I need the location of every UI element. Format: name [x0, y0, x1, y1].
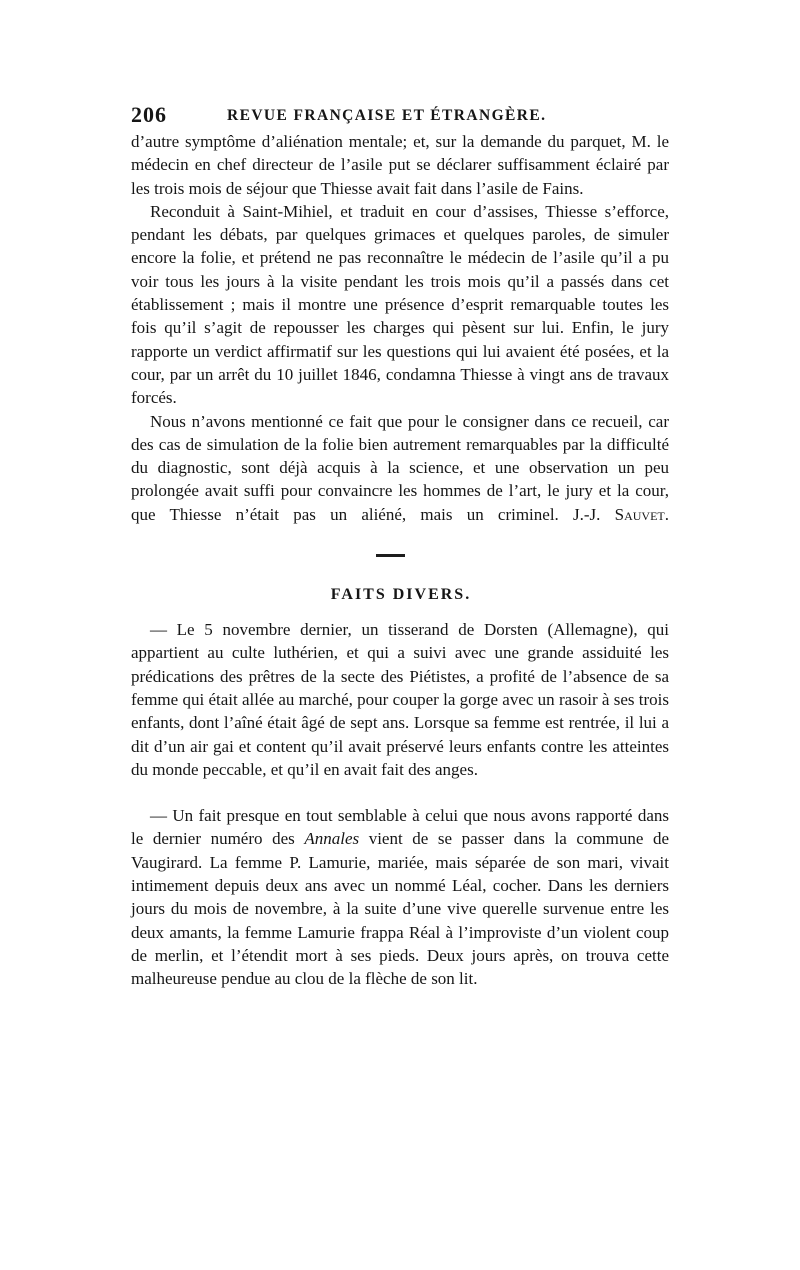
section-body	[131, 618, 669, 990]
journal-title: REVUE FRANÇAISE ET ÉTRANGÈRE.	[227, 107, 547, 124]
news-item-2-journal-title: Annales	[304, 829, 360, 849]
section-separator	[131, 526, 669, 582]
author-signature: J.-J. Sauvet.	[573, 504, 670, 524]
article-paragraph-3-text: Nous n’avons mentionné ce fait que pour le consigner dans ce recueil, car des cas de simulation de la folie bien autrement remarquables par la difficulté du diagnostic, sont déjà acquis à la science, et une observation un peu prolongée avait suffi pour convaincre les hommes de l’art, le jury et la cour, que Thiesse n’était pas un aliéné, mais un criminel.	[131, 411, 669, 524]
article-paragraph-2: Reconduit à Saint-Mihiel, et traduit en cour d’assises, Thiesse s’efforce, pendant les débats, par quelques grimaces et quelques paroles, de simuler encore la folie, et prétend ne pas reconnaître le médecin de l’asile qu’il a pu voir tous les jours à la visite pendant les trois mois qu’il a passés dans cet établissement ; mais il montre une présence d’esprit remarquable toutes les fois qu’il s’agit de repousser les charges qui pèsent sur lui. Enfin, le jury rapporte un verdict affirmatif sur les questions qui lui avaient été posées, et la cour, par un arrêt du 10 juillet 1846, condamna Thiesse à vingt ans de travaux forcés.	[131, 201, 669, 408]
section-title: FAITS DIVERS.	[330, 586, 472, 604]
item-gap	[131, 781, 669, 804]
news-item-2-before: — Un fait presque en tout semblable à celui que nous avons rapporté dans le dernier numéro des	[131, 806, 669, 849]
running-head	[131, 98, 669, 130]
article-body	[131, 130, 669, 526]
news-item-2	[131, 804, 669, 990]
text-column	[131, 98, 669, 991]
news-item-2-after: vient de se passer dans la commune de Vaugirard. La femme P. Lamurie, mariée, mais séparée de son mari, vivait intimement depuis deux ans avec un nommé Léal, cocher. Dans les derniers jours du mois de novembre, à la suite d’une vive querelle survenue entre les deux amants, la femme Lamurie frappa Réal à l’improviste d’un violent coup de merlin, et l’étendit mort à ses pieds. Deux jours après, on trouva cette malheureuse pendue au clou de la flèche de son lit.	[131, 829, 669, 989]
article-paragraph-1: d’autre symptôme d’aliénation mentale; et, sur la demande du parquet, M. le médecin en chef directeur de l’asile put se déclarer suffisamment éclairé par les trois mois de séjour que Thiesse avait fait dans l’asile de Fains.	[131, 132, 669, 198]
separator-rule	[376, 554, 405, 557]
page-number: 206	[131, 102, 167, 127]
news-item-1: — Le 5 novembre dernier, un tisserand de Dorsten (Allemagne), qui appartient au culte luthérien, et qui a suivi avec une grande assiduité les prédications des prêtres de la secte des Piétistes, a profité de l’absence de sa femme qui était allée au marché, pour couper la gorge avec un rasoir à ses trois enfants, dont l’aîné était âgé de sept ans. Lorsque sa femme est rentrée, il lui a dit d’un air gai et content qu’il avait préservé leurs enfants contre les atteintes du monde peccable, et qu’il en avait fait des anges.	[131, 620, 669, 779]
article-paragraph-3	[131, 410, 669, 526]
